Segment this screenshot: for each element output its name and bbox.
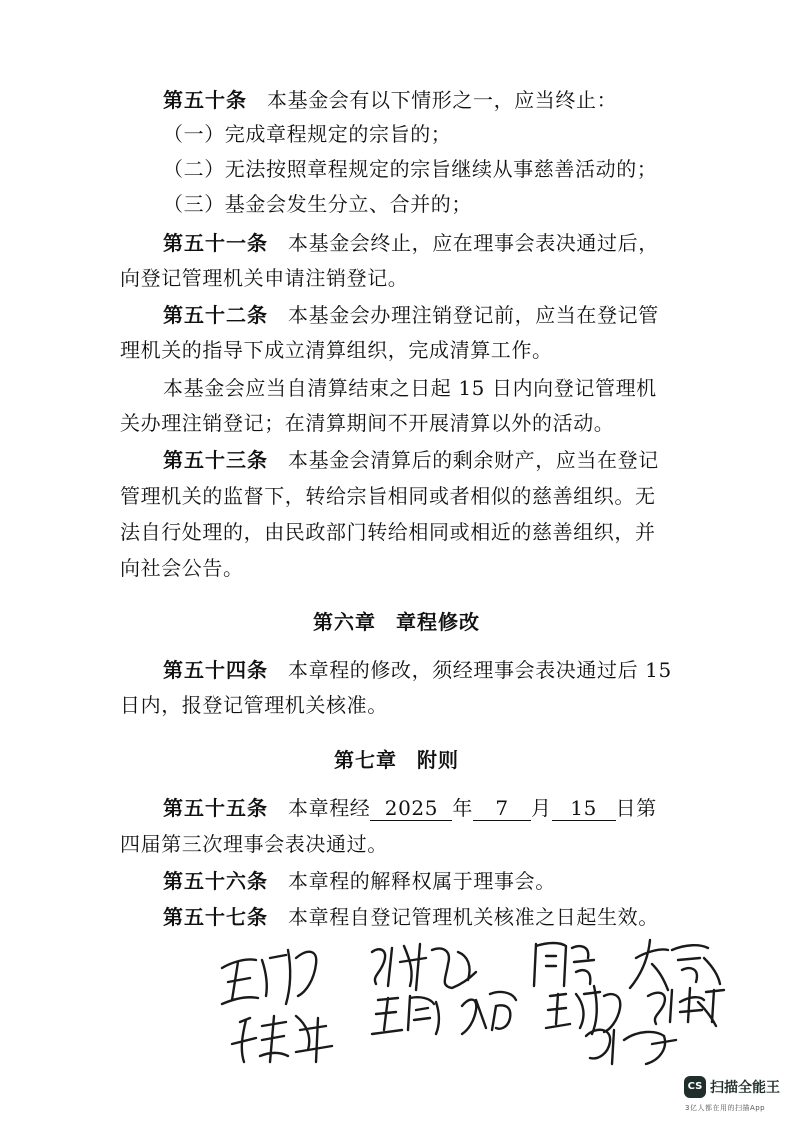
paragraph: 本基金会应当自清算结束之日起 15 日内向登记管理机 (163, 376, 657, 400)
article-text: 本基金会有以下情形之一，应当终止： (267, 88, 618, 112)
month-value: 7 (473, 796, 531, 821)
signature (648, 988, 724, 1026)
signature (232, 1016, 332, 1062)
year-unit: 年 (452, 796, 474, 820)
signature (372, 944, 476, 990)
chapter-number: 第六章 (313, 610, 376, 634)
article-text: 本章程的修改，须经理事会表决通过后 15 (288, 658, 672, 682)
scanner-app-name: 扫描全能王 (710, 1080, 780, 1096)
article-label: 第五十四条 (163, 658, 268, 682)
article-text-cont: 理机关的指导下成立清算组织，完成清算工作。 (120, 338, 553, 362)
article-label: 第五十五条 (163, 796, 268, 820)
list-item: （一）完成章程规定的宗旨的； (163, 122, 452, 146)
article-text-cont: 管理机关的监督下，转给宗旨相同或者相似的慈善组织。无 (120, 484, 656, 508)
article-text: 本基金会清算后的剩余财产，应当在登记 (288, 448, 659, 472)
list-item: （三）基金会发生分立、合并的； (163, 192, 472, 216)
article-text-cont: 向登记管理机关申请注销登记。 (120, 266, 409, 290)
article-label: 第五十三条 (163, 448, 268, 472)
scanner-watermark (684, 1076, 784, 1116)
article-label: 第五十六条 (163, 869, 268, 893)
article-text-cont: 日内，报登记管理机关核准。 (120, 693, 388, 717)
month-unit: 月 (531, 796, 552, 820)
signature (630, 940, 720, 990)
list-item: （二）无法按照章程规定的宗旨继续从事慈善活动的； (163, 157, 658, 181)
article-label: 第五十条 (163, 88, 247, 112)
signature (462, 992, 516, 1034)
article-label: 第五十二条 (163, 303, 268, 327)
signature (546, 986, 620, 1034)
article-text-cont: 法自行处理的，由民政部门转给相同或相近的慈善组织，并 (120, 520, 656, 544)
day-value: 15 (552, 796, 616, 821)
year-value: 2025 (370, 796, 452, 821)
article-label: 第五十七条 (163, 905, 268, 929)
article-text: 本章程自登记管理机关核准之日起生效。 (288, 905, 659, 929)
article-text: 本基金会终止，应在理事会表决通过后， (288, 231, 659, 255)
paragraph-cont: 关办理注销登记；在清算期间不开展清算以外的活动。 (120, 411, 615, 435)
article-text: 本章程的解释权属于理事会。 (288, 869, 556, 893)
scanner-logo-icon: CS (684, 1076, 706, 1098)
article-text-cont: 向社会公告。 (120, 556, 244, 580)
chapter-title: 附则 (417, 748, 459, 772)
scanner-tagline: 3亿人都在用的扫描App (685, 1104, 766, 1112)
article-text: 本基金会办理注销登记前，应当在登记管 (288, 303, 659, 327)
signature (534, 943, 594, 986)
article-text-cont: 四届第三次理事会表决通过。 (120, 832, 388, 856)
signature (372, 996, 439, 1034)
chapter-title: 章程修改 (396, 610, 480, 634)
day-unit: 日第 (615, 796, 657, 820)
signature (586, 1030, 676, 1064)
chapter-number: 第七章 (334, 748, 397, 772)
signature (222, 950, 316, 1004)
article-label: 第五十一条 (163, 231, 268, 255)
article-text: 本章程经 (288, 796, 371, 820)
